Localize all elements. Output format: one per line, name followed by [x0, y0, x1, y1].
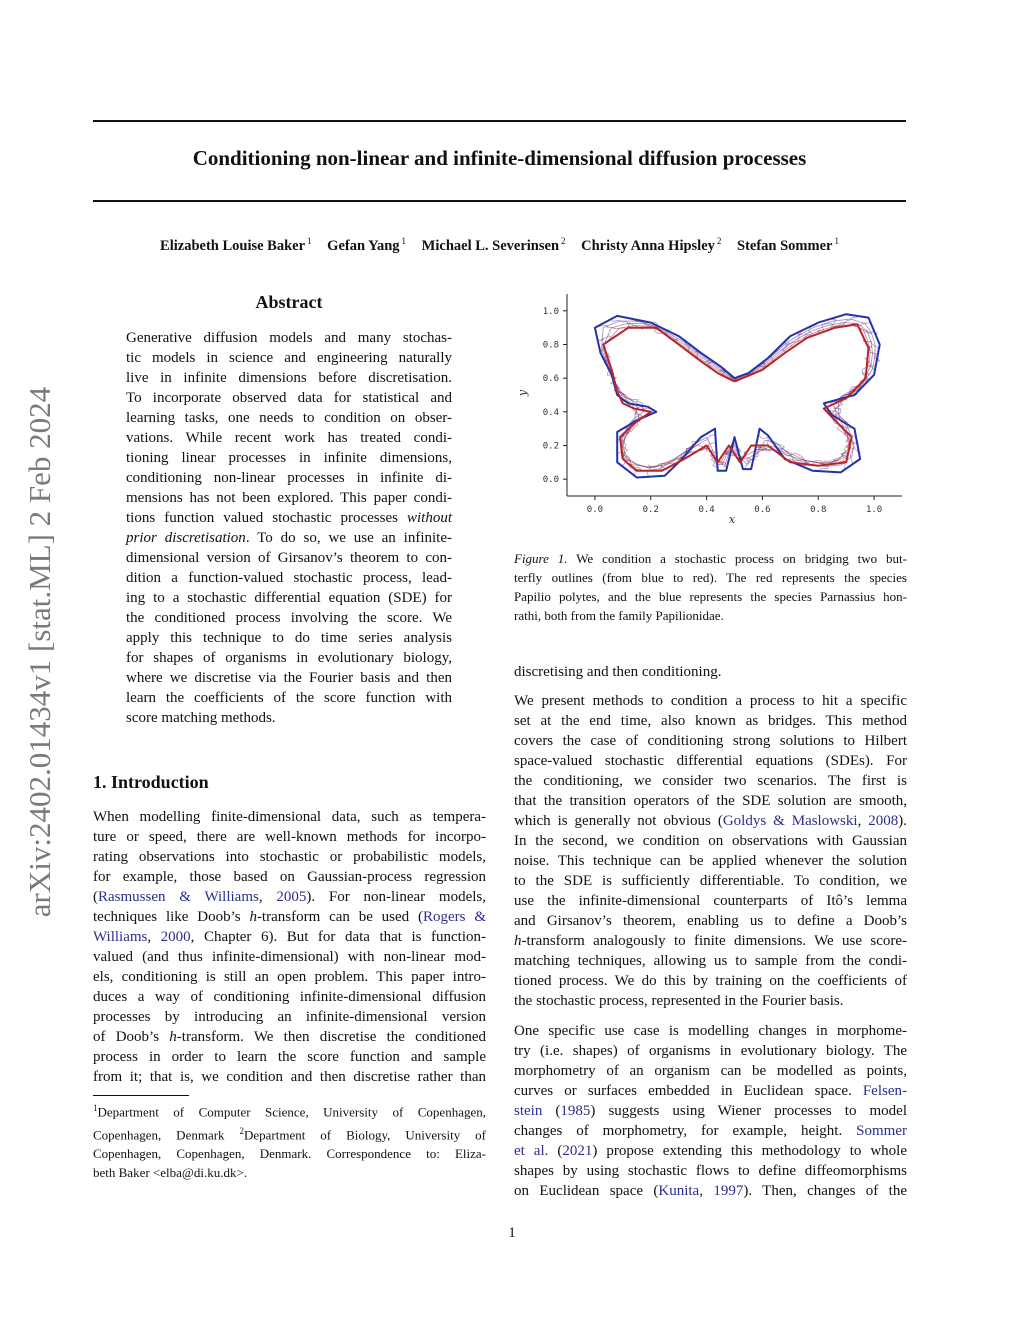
bridge-method-paragraph: We present methods to condition a process to hit a specific set at the end time, also known as bridges. This method covers the case of conditioning strong solutions to Hilbert space-valued stochastic differential equations (SDEs). For the conditioning, we consider two scenarios. The first is that the transition operators of the SDE solution are smooth, which is generally not obvious (Goldys & Maslowski, 2008). In the second, we condition on observations with Gaussian noise. This technique can be applied whenever the solution to the SDE is sufficiently differentiable. To condition, we use the infinite-dimensional counterparts of Itô’s lemma and Girsanov’s theorem, enabling us to define a Doob’s h-transform analogously to finite dimensions. We use score- matching techniques, allowing us to sample from the condi- tioned process. We do this by training on the coefficients of the stochastic process, represented in the Fourier basis. — [514, 693, 908, 1009]
citation-link[interactable]: 1997 — [713, 1183, 744, 1199]
right-column-continuation: discretising and then conditioning. — [514, 664, 722, 680]
paper-title: Conditioning non-linear and infinite-dimensional diffusion processes — [192, 146, 807, 170]
citation-link[interactable]: 2005 — [276, 889, 307, 905]
x-tick-label: 0.4 — [698, 505, 715, 515]
citation-link[interactable]: Rogers & — [423, 909, 486, 925]
citation-link[interactable]: Sommer — [856, 1123, 907, 1139]
citation-link[interactable]: Goldys & Maslowski — [722, 813, 858, 829]
x-tick-label: 0.0 — [586, 505, 604, 515]
page-number: 1 — [508, 1225, 516, 1241]
citation-link[interactable]: 2008 — [868, 813, 899, 829]
x-tick-label: 0.6 — [754, 505, 771, 515]
y-tick-label: 0.6 — [542, 374, 559, 385]
y-tick-label: 0.8 — [542, 340, 559, 351]
butterfly-bridge-figure — [510, 290, 910, 530]
citation-link[interactable]: stein — [514, 1103, 543, 1119]
y-tick-label: 0.4 — [542, 407, 559, 418]
y-tick-label: 1.0 — [542, 306, 559, 317]
introduction-body: When modelling finite-dimensional data, such as tempera- ture or speed, there are well-known methods for incorpo- rating observations into stochastic or probabilistic models, for example, those based on Gaussian-process regression (Rasmussen & Williams, 2005). For non-linear models, techniques like Doob’s h-transform can be used (Rogers & Williams, 2000, Chapter 6). But for data that is function- valued (and thus infinite-dimensional) with non-linear mod- els, conditioning is still an open problem. This paper intro- duces a way of conditioning infinite-dimensional diffusion processes by introducing an infinite-dimensional version of Doob’s h-transform. We then discretise the conditioned process in order to learn the score function and sample from it; that is, we condition and then discretise rather than — [93, 809, 486, 1085]
y-axis-label: y — [516, 389, 529, 397]
citation-link[interactable]: 2000 — [160, 929, 191, 945]
author-list — [93, 236, 906, 255]
abstract-body: Generative diffusion models and many stochas- tic models in science and engineering naturally live in infinite dimensions before discretisation. To incorporate observed data for statistical and learning tasks, one needs to condition on obser- vations. While recent work has treated condi- tioning linear processes in infinite dimensions, conditioning non-linear processes in infinite di- mensions has not been explored. This paper condi- tions function valued stochastic processes without prior discretisation. To do so, we use an infinite- dimensional version of Girsanov’s theorem to con- dition a function-valued stochastic process, lead- ing to a stochastic differential equation (SDE) for the conditioned process involving the score. We apply this technique to do time series analysis for shapes of organisms in evolutionary biology, where we discretise via the Fourier basis and then learn the coefficients of the score function with score matching methods. — [126, 330, 452, 726]
y-tick-label: 0.0 — [542, 475, 559, 486]
author-name: Gefan Yang $^1$ — [327, 236, 407, 254]
citation-link[interactable]: 1985 — [560, 1103, 591, 1119]
x-axis-label: x — [728, 513, 736, 526]
author-name: Christy Anna Hipsley $^2$ — [581, 236, 722, 254]
title-bottom-rule — [93, 200, 906, 202]
end-outline-red — [603, 324, 868, 471]
citation-link[interactable]: Felsen- — [862, 1083, 907, 1099]
citation-link[interactable]: et al. — [514, 1143, 549, 1159]
x-tick-label: 1.0 — [865, 505, 883, 515]
top-rule — [93, 120, 906, 122]
citation-link[interactable]: Williams — [93, 929, 148, 945]
citation-link[interactable]: 2021 — [562, 1143, 593, 1159]
y-tick-label: 0.2 — [542, 441, 559, 452]
author-name: Stefan Sommer $^1$ — [737, 236, 839, 254]
affiliation-footnote: $^1$Department of Computer Science, University of Copenhagen, Copenhagen, Denmark $^2$Department of Biology, University of Copenhagen, Copenhagen, Denmark. Correspondence to: Eliza- beth Baker <elba@di.ku.dk>. — [93, 1103, 486, 1180]
author-name: Michael L. Severinsen $^2$ — [421, 236, 566, 254]
arxiv-identifier[interactable]: arXiv:2402.01434v1 [stat.ML] 2 Feb 2024 — [22, 386, 57, 918]
citation-link[interactable]: Rasmussen & Williams — [98, 889, 259, 905]
morphometry-paragraph: One specific use case is modelling changes in morphome- try (i.e. shapes) of organisms in evolutionary biology. The morphometry of an organism can be modelled as points, curves or surfaces embedded in Euclidean space. Felsen- stein (1985) suggests using Wiener processes to model changes of morphometry, for example, height. Sommer et al. (2021) propose extending this methodology to whole shapes by using stochastic flows to define diffeomorphisms on Euclidean space (Kunita, 1997). Then, changes of the — [514, 1023, 908, 1199]
figure-caption: Figure 1. We condition a stochastic process on bridging two but- terfly outlines (from blue to red). The red represents the species Papilio polytes, and the blue represents the species Parnassius hon- rathi, both from the family Papilionidae. — [514, 551, 907, 623]
abstract-heading: Abstract — [255, 292, 323, 312]
x-tick-label: 0.2 — [642, 505, 659, 515]
footnote-rule — [93, 1095, 189, 1096]
x-tick-label: 0.8 — [810, 505, 827, 515]
author-name: Elizabeth Louise Baker $^1$ — [160, 236, 312, 254]
section-heading-introduction: 1. Introduction — [93, 772, 209, 792]
citation-link[interactable]: Kunita — [658, 1183, 700, 1199]
